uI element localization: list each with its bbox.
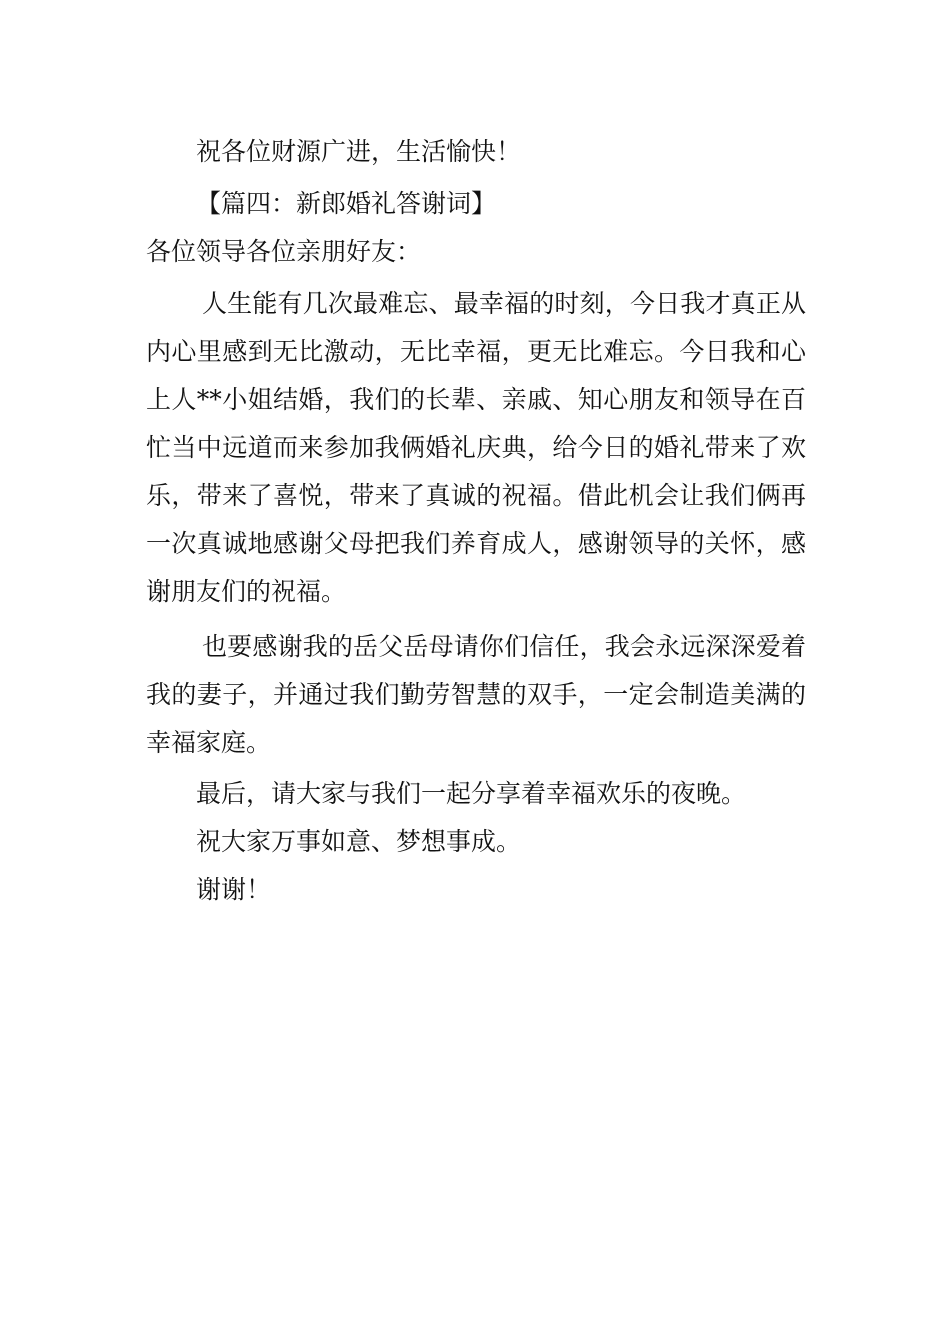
closing-wish-line: 祝各位财源广进，生活愉快！ — [196, 137, 522, 166]
section-title: 【篇四：新郎婚礼答谢词】 — [196, 189, 497, 218]
salutation-line: 各位领导各位亲朋好友： — [146, 237, 422, 266]
document-body — [146, 128, 806, 914]
thanks-line: 谢谢！ — [196, 875, 272, 904]
body-paragraph-1: 人生能有几次最难忘、最幸福的时刻，今日我才真正从内心里感到无比激动，无比幸福，更无比难忘。今日我和心上人**小姐结婚，我们的长辈、亲戚、知心朋友和领导在百忙当中远道而来参加我俩婚礼庆典，给今日的婚礼带来了欢乐，带来了喜悦，带来了真诚的祝福。借此机会让我们俩再一次真诚地感谢父母把我们养育成人，感谢领导的关怀，感谢朋友们的祝福。 — [146, 289, 806, 606]
final-words-line: 最后，请大家与我们一起分享着幸福欢乐的夜晚。 — [196, 779, 747, 808]
blessing-line: 祝大家万事如意、梦想事成。 — [196, 827, 522, 856]
body-paragraph-2: 也要感谢我的岳父岳母请你们信任，我会永远深深爱着我的妻子，并通过我们勤劳智慧的双手，一定会制造美满的幸福家庭。 — [146, 632, 806, 757]
